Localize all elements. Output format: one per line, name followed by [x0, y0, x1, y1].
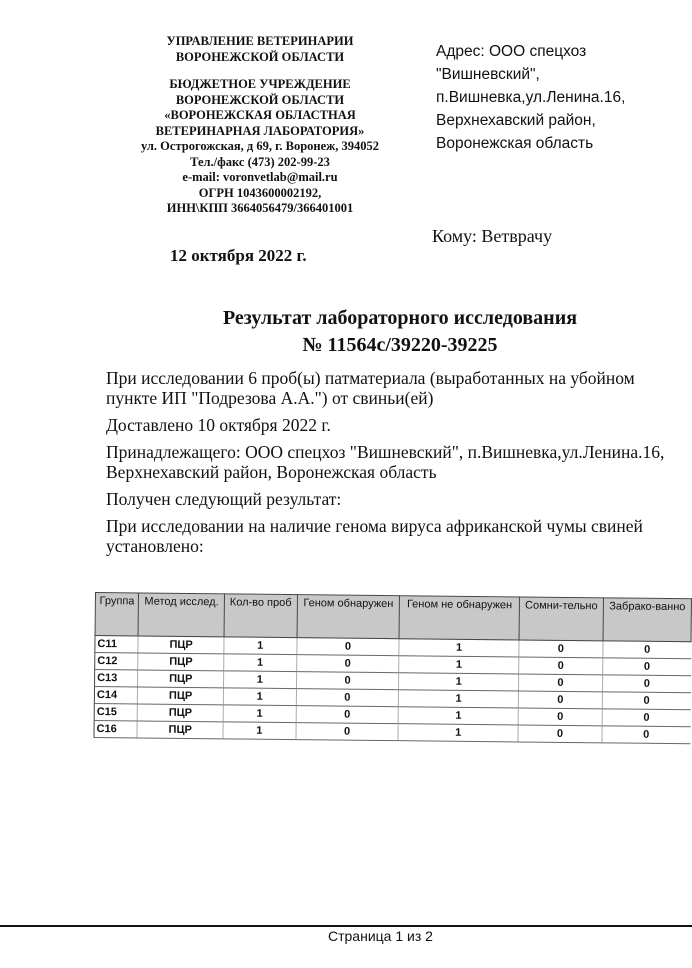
- table-cell: 0: [602, 709, 690, 727]
- table-cell: 0: [296, 689, 399, 707]
- paragraph: Получен следующий результат:: [106, 489, 342, 509]
- header-line: ул. Острогожская, д 69, г. Воронеж, 394052: [140, 139, 379, 153]
- column-header: Группа: [95, 593, 139, 636]
- column-header: Сомни-тельно: [519, 597, 603, 641]
- table-cell: 1: [223, 705, 296, 723]
- table-cell: ПЦР: [138, 687, 224, 705]
- table-cell: 0: [296, 655, 399, 673]
- table-cell: ПЦР: [138, 636, 224, 654]
- column-header: Геном не обнаружен: [399, 596, 519, 640]
- header-line: ВЕТЕРИНАРНАЯ ЛАБОРАТОРИЯ»: [155, 123, 365, 138]
- table-cell: ПЦР: [138, 653, 224, 671]
- address-line: Воронежская область: [436, 135, 594, 152]
- table-cell: 1: [224, 637, 297, 655]
- table-cell: С12: [95, 653, 138, 670]
- table-cell: 1: [223, 688, 296, 706]
- footer-divider: [0, 925, 692, 927]
- table-cell: 1: [399, 673, 519, 691]
- table-cell: 0: [602, 692, 690, 710]
- table-cell: С13: [95, 670, 138, 687]
- results-table: [93, 592, 691, 744]
- paragraph: При исследовании на наличие генома вируса африканской чумы свиней установлено:: [106, 516, 643, 556]
- paragraph: При исследовании 6 проб(ы) патматериала (выработанных на убойном пункте ИП "Подрезова А.А.") от свиньи(ей): [106, 368, 635, 408]
- header-line: «ВОРОНЕЖСКАЯ ОБЛАСТНАЯ: [164, 108, 356, 122]
- table-cell: 1: [399, 656, 519, 674]
- column-header: Геном обнаружен: [297, 595, 400, 639]
- table-cell: 1: [399, 639, 519, 657]
- title-line: Результат лабораторного исследования: [222, 307, 578, 329]
- page-number: Страница 1 из 2: [328, 928, 433, 944]
- table-cell: С15: [94, 703, 137, 720]
- table-cell: 0: [295, 723, 398, 741]
- table-cell: 1: [398, 724, 518, 742]
- table-cell: 1: [399, 690, 519, 708]
- table-cell: 0: [518, 674, 602, 692]
- header-line: ВОРОНЕЖСКОЙ ОБЛАСТИ: [175, 49, 345, 64]
- address-line: Адрес: ООО спецхоз: [436, 43, 587, 60]
- header-line: Тел./факс (473) 202-99-23: [190, 154, 330, 169]
- table-cell: ПЦР: [137, 704, 223, 722]
- header-line: ОГРН 1043600002192,: [198, 185, 322, 200]
- table-cell: 0: [296, 706, 399, 724]
- table-cell: ПЦР: [137, 721, 223, 739]
- header-line: e-mail: voronvetlab@mail.ru: [182, 170, 338, 184]
- recipient: Кому: Ветврачу: [432, 226, 553, 246]
- header-line: УПРАВЛЕНИЕ ВЕТЕРИНАРИИ: [166, 34, 354, 48]
- table-cell: 0: [519, 657, 603, 675]
- document-date: 12 октября 2022 г.: [170, 246, 307, 265]
- table-cell: 1: [399, 707, 519, 725]
- table-cell: 0: [518, 708, 602, 726]
- document-number: № 11564с/39220-39225: [302, 334, 498, 356]
- table-cell: 0: [603, 658, 691, 676]
- table-cell: С14: [94, 687, 137, 704]
- table-cell: 1: [223, 722, 296, 740]
- table-cell: 0: [296, 672, 399, 690]
- column-header: Забрако-ванно: [603, 598, 691, 642]
- table-cell: 0: [519, 640, 603, 658]
- document-title: [150, 305, 650, 359]
- table-cell: 1: [224, 654, 297, 672]
- table-cell: 0: [518, 725, 602, 743]
- column-header: Кол-во проб: [224, 594, 297, 638]
- table-cell: С11: [95, 636, 138, 653]
- table-cell: С16: [94, 720, 137, 737]
- recipient-address: [436, 40, 625, 155]
- table-cell: ПЦР: [138, 670, 224, 688]
- address-line: Верхнехавский район,: [436, 112, 596, 129]
- paragraph: Принадлежащего: ООО спецхоз "Вишневский", п.Вишневка,ул.Ленина.16, Верхнехавский район, Воронежская область: [106, 442, 665, 482]
- table-cell: 0: [518, 691, 602, 709]
- paragraph: Доставлено 10 октября 2022 г.: [106, 415, 331, 435]
- table-cell: 1: [224, 671, 297, 689]
- address-line: "Вишневский",: [436, 66, 540, 83]
- header-line: ИНН\КПП 3664056479/366401001: [166, 201, 354, 215]
- table-cell: 0: [602, 726, 690, 744]
- header-line: БЮДЖЕТНОЕ УЧРЕЖДЕНИЕ: [169, 77, 351, 91]
- lab-header: [110, 34, 410, 217]
- address-line: п.Вишневка,ул.Ленина.16,: [436, 89, 626, 106]
- table-cell: 0: [296, 638, 399, 656]
- table-cell: 0: [602, 675, 690, 693]
- document-body: [106, 368, 666, 563]
- table-cell: 0: [603, 641, 691, 659]
- column-header: Метод исслед.: [138, 593, 224, 637]
- header-line: ВОРОНЕЖСКОЙ ОБЛАСТИ: [175, 92, 345, 107]
